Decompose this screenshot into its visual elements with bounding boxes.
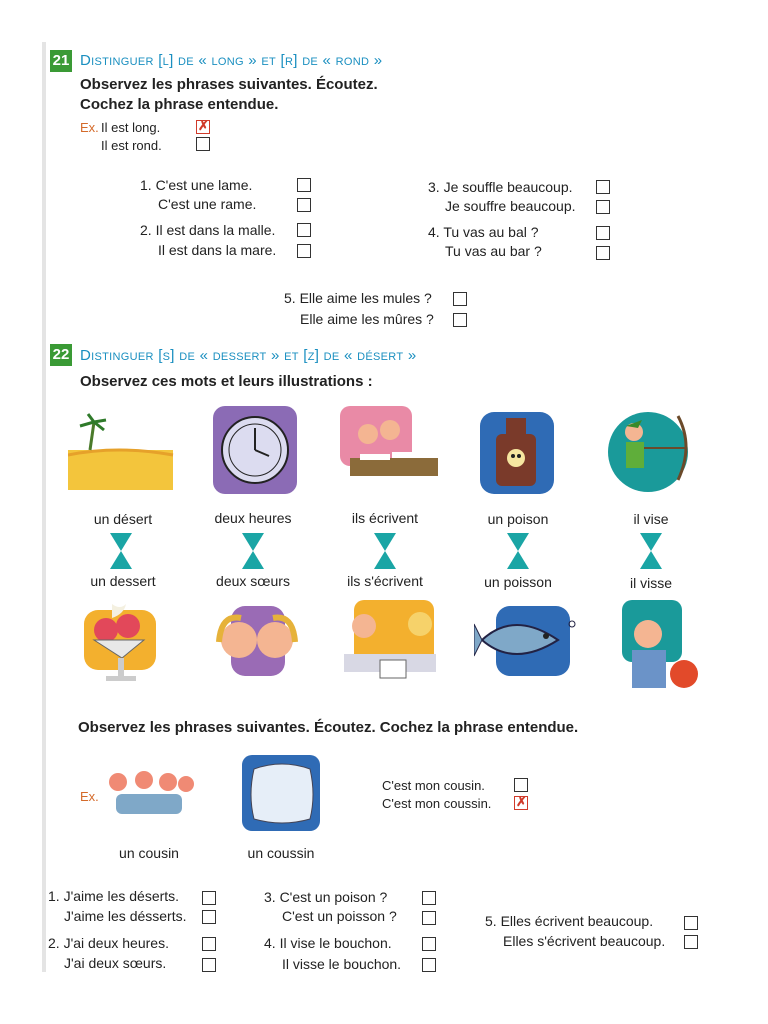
ex22-checkbox-5b[interactable] bbox=[684, 935, 698, 949]
exercise-22-instruction: Observez ces mots et leurs illustrations : bbox=[80, 373, 373, 390]
desert-illustration bbox=[68, 410, 178, 500]
ex22-checkbox-1a[interactable] bbox=[202, 891, 216, 905]
ex22-example-line-1: C'est mon cousin. bbox=[382, 778, 485, 793]
ex22-checkbox-3a[interactable] bbox=[422, 891, 436, 905]
ex21-item-5b: Elle aime les mûres ? bbox=[300, 311, 434, 327]
ex22-example-line-2: C'est mon coussin. bbox=[382, 796, 492, 811]
caption-deux-soeurs: deux sœurs bbox=[216, 573, 290, 589]
example-label: Ex. bbox=[80, 789, 99, 804]
example-line-2: Il est rond. bbox=[101, 138, 162, 153]
ex21-checkbox-4b[interactable] bbox=[596, 246, 610, 260]
ex21-checkbox-3a[interactable] bbox=[596, 180, 610, 194]
archer-illustration bbox=[598, 406, 700, 498]
example-checkbox-2 bbox=[196, 137, 210, 151]
example-label: Ex. bbox=[80, 120, 99, 135]
ex22-item-2a: 2. J'ai deux heures. bbox=[48, 935, 169, 951]
ex21-item-2b: Il est dans la mare. bbox=[158, 242, 277, 258]
two-sisters-illustration bbox=[205, 606, 309, 680]
ex21-checkbox-1a[interactable] bbox=[297, 178, 311, 192]
ex21-checkbox-5a[interactable] bbox=[453, 292, 467, 306]
caption-un-cousin: un cousin bbox=[119, 845, 179, 861]
ex21-item-1b: C'est une rame. bbox=[158, 196, 257, 212]
writing-to-each-other-illustration bbox=[334, 600, 444, 688]
caption-un-desert: un désert bbox=[93, 511, 153, 527]
ex22-item-5b: Elles s'écrivent beaucoup. bbox=[503, 933, 666, 949]
ex22-checkbox-2b[interactable] bbox=[202, 958, 216, 972]
ex22-item-3b: C'est un poisson ? bbox=[282, 908, 397, 924]
writing-kids-illustration bbox=[340, 406, 440, 498]
exercise-21-instruction-2: Cochez la phrase entendue. bbox=[80, 96, 279, 113]
cousins-illustration bbox=[104, 768, 196, 822]
exercise-22-number: 22 bbox=[50, 344, 72, 366]
hourglass-icon bbox=[110, 533, 132, 569]
fish-illustration bbox=[474, 602, 584, 678]
page-margin-bar bbox=[42, 42, 46, 972]
exercise-21-instruction-1: Observez les phrases suivantes. Écoutez. bbox=[80, 76, 378, 93]
example-checkbox-1 bbox=[196, 120, 210, 134]
exercise-21-number: 21 bbox=[50, 50, 72, 72]
ex21-checkbox-5b[interactable] bbox=[453, 313, 467, 327]
caption-un-coussin: un coussin bbox=[247, 845, 315, 861]
caption-ils-ecrivent: ils écrivent bbox=[351, 510, 419, 526]
poison-bottle-illustration bbox=[476, 410, 558, 498]
ex22-checkbox-1b[interactable] bbox=[202, 910, 216, 924]
example-line-1: Il est long. bbox=[101, 120, 161, 135]
ex21-item-4b: Tu vas au bar ? bbox=[445, 243, 542, 259]
hourglass-icon bbox=[507, 533, 529, 569]
ex22-item-5a: 5. Elles écrivent beaucoup. bbox=[485, 913, 654, 929]
ex21-checkbox-2b[interactable] bbox=[297, 244, 311, 258]
ex22-item-2b: J'ai deux sœurs. bbox=[64, 955, 167, 971]
ex22-checkbox-2a[interactable] bbox=[202, 937, 216, 951]
ex21-item-3b: Je souffre beaucoup. bbox=[445, 198, 576, 214]
ex22-example-checkbox-2 bbox=[514, 796, 528, 810]
ex21-checkbox-1b[interactable] bbox=[297, 198, 311, 212]
exercise-22-title: Distinguer [s] de « dessert » et [z] de « désert » bbox=[80, 347, 417, 364]
ex22-item-4a: 4. Il vise le bouchon. bbox=[264, 935, 392, 951]
caption-deux-heures: deux heures bbox=[214, 510, 292, 526]
ex21-item-3a: 3. Je souffle beaucoup. bbox=[428, 179, 573, 195]
ex22-checkbox-3b[interactable] bbox=[422, 911, 436, 925]
dessert-illustration bbox=[82, 596, 164, 690]
caption-un-poisson: un poisson bbox=[484, 574, 552, 590]
exercise-21-title: Distinguer [l] de « long » et [r] de « rond » bbox=[80, 52, 383, 69]
ex22-item-1a: 1. J'aime les déserts. bbox=[48, 888, 180, 904]
caption-un-dessert: un dessert bbox=[90, 573, 156, 589]
hourglass-icon bbox=[640, 533, 662, 569]
hourglass-icon bbox=[374, 533, 396, 569]
ex22-item-3a: 3. C'est un poison ? bbox=[264, 889, 388, 905]
clock-illustration bbox=[213, 406, 299, 496]
ex22-checkbox-4b[interactable] bbox=[422, 958, 436, 972]
ex21-item-4a: 4. Tu vas au bal ? bbox=[428, 224, 539, 240]
ex21-item-2a: 2. Il est dans la malle. bbox=[140, 222, 276, 238]
ex21-checkbox-4a[interactable] bbox=[596, 226, 610, 240]
exercise-22-instruction-2: Observez les phrases suivantes. Écoutez. Cochez la phrase entendue. bbox=[78, 719, 579, 736]
ex21-checkbox-2a[interactable] bbox=[297, 223, 311, 237]
ex22-checkbox-5a[interactable] bbox=[684, 916, 698, 930]
ex22-checkbox-4a[interactable] bbox=[422, 937, 436, 951]
ex21-item-5a: 5. Elle aime les mules ? bbox=[284, 290, 432, 306]
screwdriver-man-illustration bbox=[618, 598, 706, 694]
caption-un-poison: un poison bbox=[487, 511, 549, 527]
cushion-illustration bbox=[242, 755, 322, 833]
ex21-checkbox-3b[interactable] bbox=[596, 200, 610, 214]
ex22-example-checkbox-1 bbox=[514, 778, 528, 792]
ex22-item-1b: J'aime les désserts. bbox=[64, 908, 187, 924]
caption-ils-s-ecrivent: ils s'écrivent bbox=[347, 573, 423, 589]
caption-il-vise: il vise bbox=[633, 511, 669, 527]
hourglass-icon bbox=[242, 533, 264, 569]
ex22-item-4b: Il visse le bouchon. bbox=[282, 956, 402, 972]
caption-il-visse: il visse bbox=[629, 575, 672, 591]
ex21-item-1a: 1. C'est une lame. bbox=[140, 177, 253, 193]
